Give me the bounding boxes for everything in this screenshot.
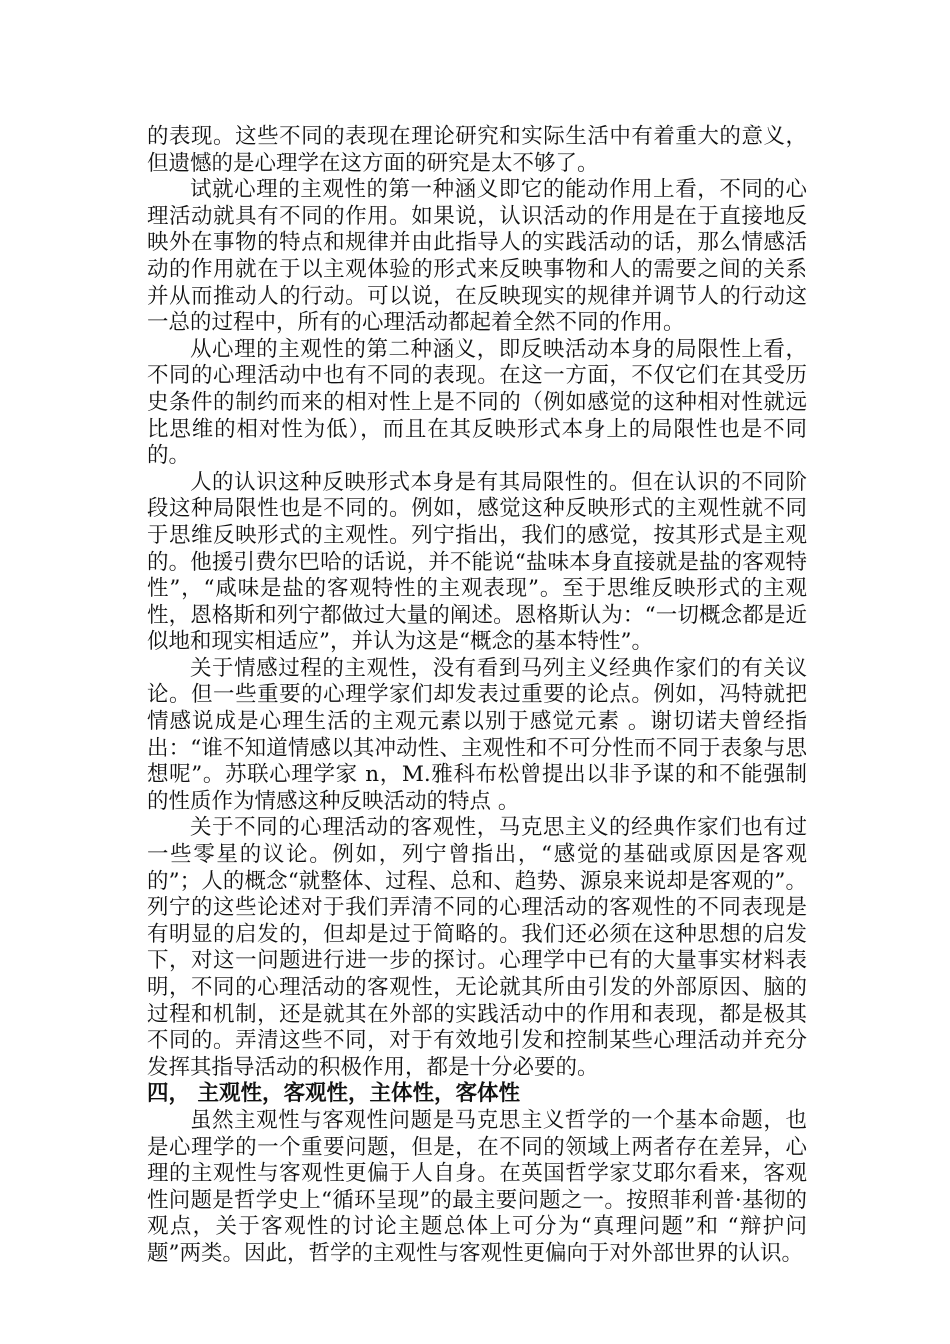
paragraph-emotion: 关于情感过程的主观性，没有看到马列主义经典作家们的有关议论。但一些重要的心理学家们却发表过重要的论点。例如，冯特就把情感说成是心理生活的主观元素以别于感觉元素 。谢切诺夫曾经指出：“谁不知道情感以其冲动性、主观性和不可分性而不同于表象与思想呢”。苏联心理学家 n，M.雅科布松曾提出以非予谋的和不能强制的性质作为情感这种反映活动的特点 。	[147, 655, 807, 814]
paragraph-cognition: 人的认识这种反映形式本身是有其局限性的。但在认识的不同阶段这种局限性也是不同的。例如，感觉这种反映形式的主观性就不同于思维反映形式的主观性。列宁指出，我们的感觉，按其形式是主观的。他援引费尔巴哈的话说，并不能说“盐味本身直接就是盐的客观特性”，“咸味是盐的客观特性的主观表现”。至于思维反映形式的主观性，恩格斯和列宁都做过大量的阐述。恩格斯认为：“一切概念都是近似地和现实相适应”，并认为这是“概念的基本特性”。	[147, 469, 807, 655]
paragraph-limitation: 从心理的主观性的第二种涵义，即反映活动本身的局限性上看，不同的心理活动中也有不同的表现。在这一方面，不仅它们在其受历史条件的制约而来的相对性上是不同的（例如感觉的这种相对性就远比思维的相对性为低），而且在其反映形式本身上的局限性也是不同的。	[147, 336, 807, 469]
document-body	[147, 124, 807, 1268]
section-heading: 四， 主观性，客观性，主体性，客体性	[147, 1081, 520, 1107]
paragraph-philosophy: 虽然主观性与客观性问题是马克思主义哲学的一个基本命题，也是心理学的一个重要问题，但是，在不同的领域上两者存在差异，心理的主观性与客观性更偏于人自身。在英国哲学家艾耶尔看来，客观性问题是哲学史上“循环呈现”的最主要问题之一。按照菲利普·基彻的观点，关于客观性的讨论主题总体上可分为“真理问题”和 “辩护问题”两类。因此，哲学的主观性与客观性更偏向于对外部世界的认识。	[147, 1107, 807, 1266]
paragraph-continuation: 的表现。这些不同的表现在理论研究和实际生活中有着重大的意义，但遗憾的是心理学在这方面的研究是太不够了。	[147, 124, 807, 176]
paragraph-objectivity: 关于不同的心理活动的客观性，马克思主义的经典作家们也有过一些零星的议论。例如，列宁曾指出，“感觉的基础或原因是客观的”；人的概念“就整体、过程、总和、趋势、源泉来说却是客观的”。列宁的这些论述对于我们弄清不同的心理活动的客观性的不同表现是有明显的启发的，但却是过于简略的。我们还必须在这种思想的启发下，对这一问题进行进一步的探讨。心理学中已有的大量事实材料表明，不同的心理活动的客观性，无论就其所由引发的外部原因、脑的过程和机制，还是就其在外部的实践活动中的作用和表现，都是极其不同的。弄清这些不同，对于有效地引发和控制某些心理活动并充分发挥其指导活动的积极作用，都是十分必要的。	[147, 815, 807, 1080]
paragraph-agency: 试就心理的主观性的第一种涵义即它的能动作用上看，不同的心理活动就具有不同的作用。如果说，认识活动的作用是在于直接地反映外在事物的特点和规律并由此指导人的实践活动的话，那么情感活动的作用就在于以主观体验的形式来反映事物和人的需要之间的关系并从而推动人的行动。可以说，在反映现实的规律并调节人的行动这一总的过程中，所有的心理活动都起着全然不同的作用。	[147, 177, 807, 336]
